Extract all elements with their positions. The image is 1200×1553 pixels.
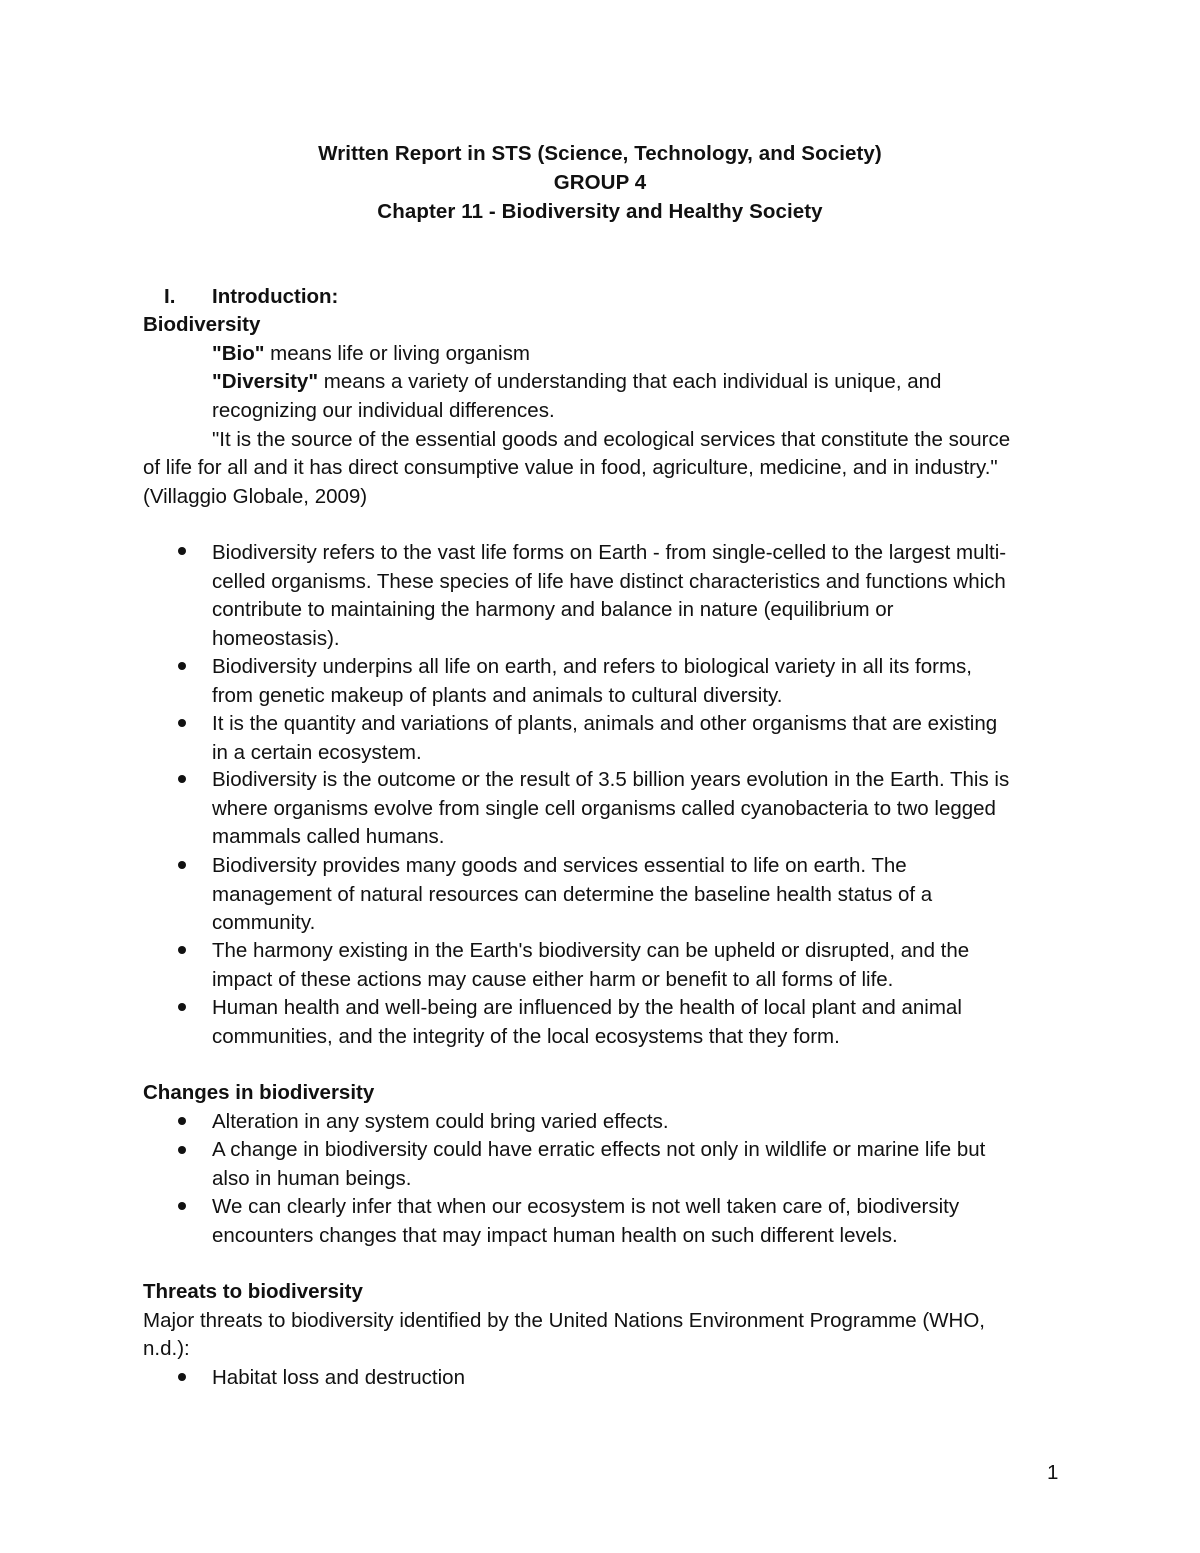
bio-definition	[212, 340, 530, 369]
list-item: We can clearly infer that when our ecosystem is not well taken care of, biodiversity encounters changes that may impact human health on such different levels.	[212, 1195, 960, 1247]
diversity-definition-cont: recognizing our individual differences.	[212, 399, 555, 422]
biodiversity-subheading: Biodiversity	[143, 313, 261, 336]
threats-heading: Threats to biodiversity	[143, 1280, 363, 1303]
quote-line: "It is the source of the essential goods and ecological services that constitute the source	[212, 428, 1011, 451]
diversity-term: "Diversity"	[212, 370, 319, 393]
threats-intro-line: Major threats to biodiversity identified by the United Nations Environment Programme (WHO,	[143, 1309, 985, 1332]
report-title: Written Report in STS (Science, Technology, and Society)	[318, 142, 882, 165]
bullet-icon	[178, 1003, 186, 1011]
section-heading: Introduction:	[212, 285, 339, 308]
quote-citation: (Villaggio Globale, 2009)	[143, 485, 368, 508]
bio-definition-text: means life or living organism	[264, 342, 530, 365]
list-item: A change in biodiversity could have erratic effects not only in wildlife or marine life but also in human beings.	[212, 1138, 986, 1190]
quote-line: of life for all and it has direct consumptive value in food, agriculture, medicine, and in industry."	[143, 456, 998, 479]
list-item: It is the quantity and variations of plants, animals and other organisms that are existing in a certain ecosystem.	[212, 712, 998, 764]
threats-intro-line: n.d.):	[143, 1337, 190, 1360]
bullet-icon	[178, 719, 186, 727]
section-numeral: I.	[164, 285, 176, 308]
bullet-icon	[178, 547, 186, 555]
page-number: 1	[1047, 1461, 1059, 1484]
group-label: GROUP 4	[553, 171, 647, 194]
list-item: Habitat loss and destruction	[212, 1366, 465, 1389]
list-item: Biodiversity is the outcome or the result of 3.5 billion years evolution in the Earth. This is where organisms evolve from single cell organisms called cyanobacteria to two legged mammals called humans.	[212, 768, 1010, 848]
bullet-icon	[178, 1373, 186, 1381]
list-item: Human health and well-being are influenced by the health of local plant and animal communities, and the integrity of the local ecosystems that they form.	[212, 996, 962, 1048]
list-item: Biodiversity refers to the vast life forms on Earth - from single-celled to the largest multi- celled organisms. These species of life have distinct characteristics and functions which contribute to maintaining the harmony and balance in nature (equilibrium or homeostasis).	[212, 541, 1007, 650]
diversity-definition-text: means a variety of understanding that each individual is unique, and	[318, 370, 942, 393]
bullet-icon	[178, 662, 186, 670]
bullet-icon	[178, 861, 186, 869]
list-item: The harmony existing in the Earth's biodiversity can be upheld or disrupted, and the impact of these actions may cause either harm or benefit to all forms of life.	[212, 939, 970, 991]
bullet-icon	[178, 946, 186, 954]
bullet-icon	[178, 775, 186, 783]
bullet-icon	[178, 1202, 186, 1210]
chapter-title: Chapter 11 - Biodiversity and Healthy Society	[377, 200, 823, 223]
changes-heading: Changes in biodiversity	[143, 1081, 375, 1104]
diversity-definition	[212, 368, 941, 397]
bullet-icon	[178, 1146, 186, 1154]
bullet-icon	[178, 1117, 186, 1125]
bio-term: "Bio"	[212, 342, 265, 365]
list-item: Alteration in any system could bring varied effects.	[212, 1110, 669, 1133]
list-item: Biodiversity provides many goods and services essential to life on earth. The management of natural resources can determine the baseline health status of a community.	[212, 854, 933, 934]
list-item: Biodiversity underpins all life on earth, and refers to biological variety in all its forms, from genetic makeup of plants and animals to cultural diversity.	[212, 655, 972, 707]
